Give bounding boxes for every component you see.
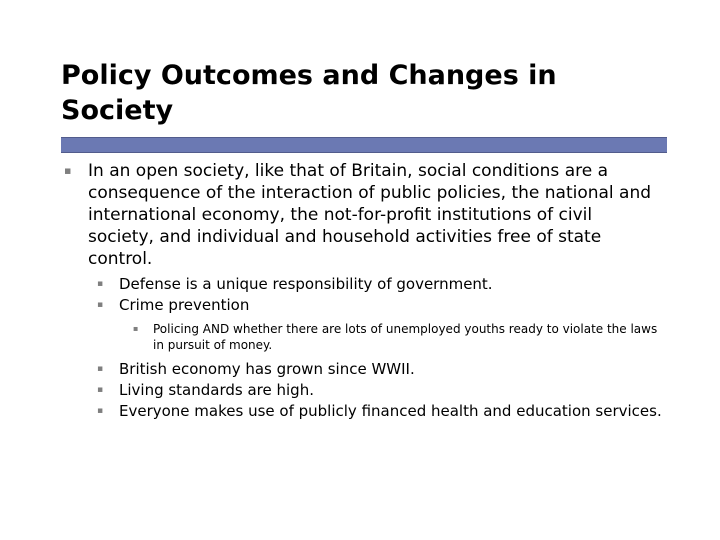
bullet-text: Living standards are high.	[119, 381, 314, 399]
square-bullet-icon: ▪	[97, 406, 104, 416]
bullet-item-main	[62, 160, 662, 270]
slide-title: Policy Outcomes and Changes in Society	[61, 60, 557, 126]
bullet-text: In an open society, like that of Britain, social conditions are a consequence of the interaction of public policies, the national and international economy, the not-for-profit institutions of civil society, and individual and household activities free of state control.	[88, 161, 652, 269]
bullet-item-crime	[97, 295, 662, 316]
square-bullet-icon: ▪	[64, 164, 72, 177]
bullet-text: Everyone makes use of publicly financed health and education services.	[119, 402, 662, 420]
square-bullet-icon: ▪	[133, 324, 139, 333]
bullet-item-economy	[97, 359, 662, 380]
square-bullet-icon: ▪	[97, 300, 104, 310]
title-underline-bar	[61, 137, 667, 153]
bullet-text: Defense is a unique responsibility of government.	[119, 275, 493, 293]
bullet-text: British economy has grown since WWII.	[119, 360, 415, 378]
bullet-text: Crime prevention	[119, 296, 250, 314]
square-bullet-icon: ▪	[97, 385, 104, 395]
bullet-text: Policing AND whether there are lots of unemployed youths ready to violate the laws in pursuit of money.	[153, 322, 658, 352]
slide-body	[62, 160, 662, 422]
bullet-item-services	[97, 401, 662, 422]
square-bullet-icon: ▪	[97, 279, 104, 289]
bullet-item-living	[97, 380, 662, 401]
bullet-item-defense	[97, 274, 662, 295]
square-bullet-icon: ▪	[97, 364, 104, 374]
bullet-item-policing	[133, 321, 662, 353]
